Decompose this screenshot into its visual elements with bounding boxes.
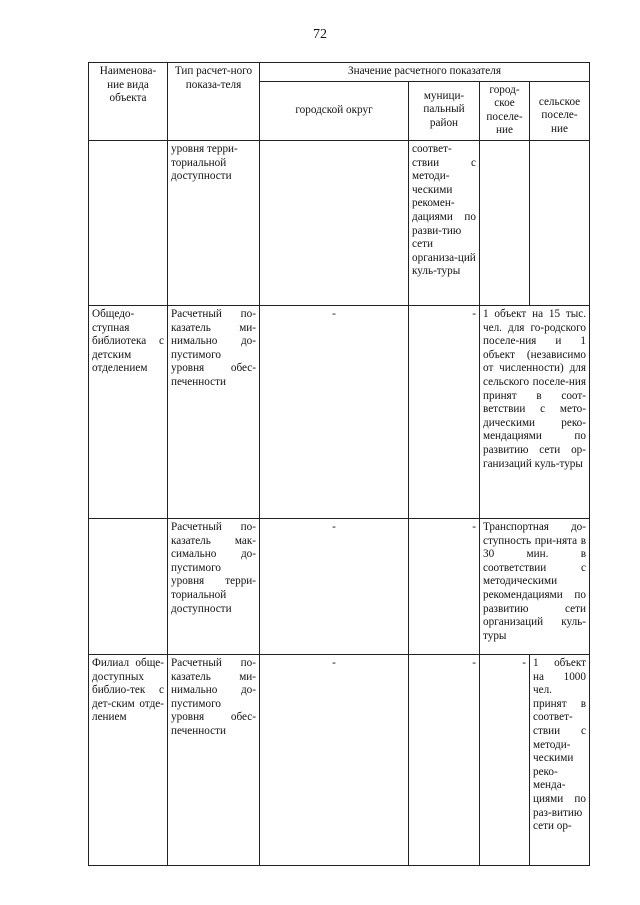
object-name-cell (89, 518, 168, 654)
indicator-type-cell: уровня терри-ториальной доступности (168, 140, 260, 305)
urban-settlement-value (480, 140, 530, 305)
header-rural-settlement: сельское поселе-ние (530, 81, 590, 140)
rural-settlement-value (530, 140, 590, 305)
table-row (89, 140, 590, 305)
table-row (89, 305, 590, 518)
object-name-cell (89, 140, 168, 305)
header-value-group: Значение расчетного показателя (260, 63, 590, 82)
municipal-district-value: - (409, 654, 480, 865)
object-name-cell: Филиал обще-доступных библио-тек с дет-ским отде-лением (89, 654, 168, 865)
city-district-value: - (260, 654, 409, 865)
settlement-merged-value: Транспортная до-ступность при-нята в 30 мин. в соответствии с методическими рекомендациями по развитию сети организаций куль-туры (480, 518, 590, 654)
table-row (89, 654, 590, 865)
header-object-name: Наименова-ние вида объекта (89, 63, 168, 141)
header-municipal-district: муници-пальный район (409, 81, 480, 140)
settlement-merged-value: 1 объект на 15 тыс. чел. для го-родского поселе-ния и 1 объект (независимо от численности) для сельского поселе-ния принят в соот-ветствии с мето-дическими реко-мендациями по развитию сети ор-ганизаций куль-туры (480, 305, 590, 518)
city-district-value (260, 140, 409, 305)
city-district-value: - (260, 305, 409, 518)
municipal-district-value: - (409, 518, 480, 654)
header-indicator-type: Тип расчет-ного показа-теля (168, 63, 260, 141)
page-number: 72 (313, 27, 327, 42)
header-row-1 (89, 63, 590, 82)
table-row (89, 518, 590, 654)
header-urban-settlement: город-ское поселе-ние (480, 81, 530, 140)
indicator-type-cell: Расчетный по-казатель ми-нимально до-пустимого уровня обес-печенности (168, 305, 260, 518)
rural-settlement-value: 1 объект на 1000 чел. принят в соответ-ствии с методи-ческими реко-менда-циями по раз-витию сети ор- (530, 654, 590, 865)
header-city-district: городской округ (260, 81, 409, 140)
indicator-type-cell: Расчетный по-казатель мак-симально до-пустимого уровня терри-ториальной доступности (168, 518, 260, 654)
urban-settlement-value: - (480, 654, 530, 865)
municipal-district-value: - (409, 305, 480, 518)
municipal-district-value: соответ-ствии с методи-ческими рекомен-дациями по разви-тию сети организа-ций куль-туры (409, 140, 480, 305)
city-district-value: - (260, 518, 409, 654)
indicator-table (88, 62, 590, 866)
object-name-cell: Общедо-ступная библиотека с детским отделением (89, 305, 168, 518)
indicator-type-cell: Расчетный по-казатель ми-нимально до-пустимого уровня обес-печенности (168, 654, 260, 865)
